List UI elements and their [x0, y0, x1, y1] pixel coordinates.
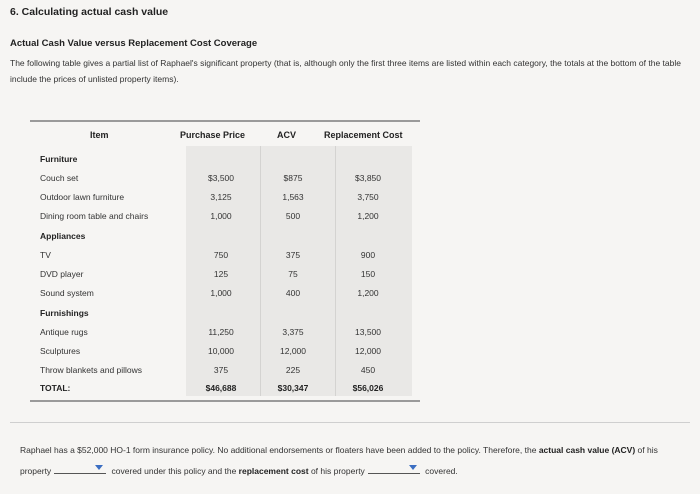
table-row	[30, 188, 420, 207]
prompt-text: covered under this policy and the	[109, 466, 239, 476]
table-row	[30, 246, 420, 265]
table-row	[30, 323, 420, 342]
category-label: Appliances	[40, 231, 86, 241]
prompt-text: of his property	[308, 466, 365, 476]
item-name: DVD player	[40, 269, 84, 279]
replacement-cost-cell: 3,750	[357, 192, 379, 202]
table-top-rule	[30, 120, 420, 122]
table-row	[30, 207, 420, 226]
replacement-cost-cell: $3,850	[355, 173, 381, 183]
category-row-furnishings	[30, 304, 420, 323]
header-item: Item	[90, 130, 109, 140]
table-row	[30, 284, 420, 303]
table-row	[30, 342, 420, 361]
table-row	[30, 361, 420, 380]
acv-coverage-dropdown[interactable]	[54, 462, 106, 474]
item-name: Couch set	[40, 173, 79, 183]
category-label: Furniture	[40, 154, 78, 164]
intro-text: The following table gives a partial list of Raphael's significant property (that is, although only the first three items are listed within each category, the totals at the bottom of the table include the prices of unlisted property items).	[10, 58, 681, 84]
purchase-price-cell: 1,000	[210, 211, 232, 221]
purchase-price-cell: 11,250	[208, 327, 234, 337]
purchase-price-cell: 10,000	[208, 346, 234, 356]
total-row	[30, 379, 420, 398]
section-subtitle: Actual Cash Value versus Replacement Cost Coverage	[10, 38, 258, 49]
section-divider	[10, 422, 690, 423]
acv-cell: 375	[285, 250, 301, 260]
replacement-cost-cell: 900	[360, 250, 376, 260]
replacement-cost-cell: 12,000	[355, 346, 381, 356]
header-replacement-cost: Replacement Cost	[324, 130, 403, 140]
replacement-cost-coverage-dropdown[interactable]	[368, 462, 420, 474]
category-label: Furnishings	[40, 308, 89, 318]
prompt-text: of his property	[20, 445, 658, 476]
purchase-price-cell: 125	[213, 269, 229, 279]
replacement-cost-cell: 13,500	[355, 327, 381, 337]
item-name: Throw blankets and pillows	[40, 365, 143, 375]
purchase-price-cell: 3,125	[210, 192, 232, 202]
question-prompt	[20, 440, 690, 482]
acv-cell: 75	[288, 269, 298, 279]
item-name: Sculptures	[40, 346, 81, 356]
purchase-price-cell: 750	[213, 250, 229, 260]
question-title: 6. Calculating actual cash value	[10, 6, 169, 18]
total-purchase-price: $46,688	[205, 383, 237, 393]
item-name: Outdoor lawn furniture	[40, 192, 125, 202]
item-name: Sound system	[40, 288, 94, 298]
replacement-cost-cell: 1,200	[357, 211, 379, 221]
acv-cell: 225	[285, 365, 301, 375]
item-name: TV	[40, 250, 51, 260]
chevron-down-icon	[409, 465, 417, 470]
purchase-price-cell: 1,000	[210, 288, 232, 298]
total-acv: $30,347	[277, 383, 309, 393]
acv-cell: 1,563	[282, 192, 304, 202]
prompt-text: covered.	[422, 466, 458, 476]
acv-cell: 3,375	[282, 327, 304, 337]
table-row	[30, 265, 420, 284]
item-name: Antique rugs	[40, 327, 88, 337]
prompt-bold-replacement-cost: replacement cost	[238, 466, 309, 476]
table-row	[30, 169, 420, 188]
replacement-cost-cell: 150	[360, 269, 376, 279]
replacement-cost-cell: 1,200	[357, 288, 379, 298]
header-acv: ACV	[277, 130, 297, 140]
header-purchase-price: Purchase Price	[180, 130, 246, 140]
category-row-appliances	[30, 227, 420, 246]
category-row-furniture	[30, 150, 420, 169]
acv-cell: 12,000	[280, 346, 306, 356]
purchase-price-cell: 375	[213, 365, 229, 375]
acv-cell: 500	[285, 211, 301, 221]
prompt-text: Raphael has a $52,000 HO-1 form insurance policy. No additional endorsements or floaters have been added to the policy. Therefore, the	[20, 445, 539, 455]
acv-cell: 400	[285, 288, 301, 298]
acv-cell: $875	[283, 173, 303, 183]
total-label: TOTAL:	[40, 383, 71, 393]
table-bottom-rule	[30, 400, 420, 402]
total-replacement-cost: $56,026	[352, 383, 384, 393]
prompt-bold-acv: actual cash value (ACV)	[538, 445, 636, 455]
purchase-price-cell: $3,500	[208, 173, 234, 183]
item-name: Dining room table and chairs	[40, 211, 149, 221]
chevron-down-icon	[95, 465, 103, 470]
replacement-cost-cell: 450	[360, 365, 376, 375]
